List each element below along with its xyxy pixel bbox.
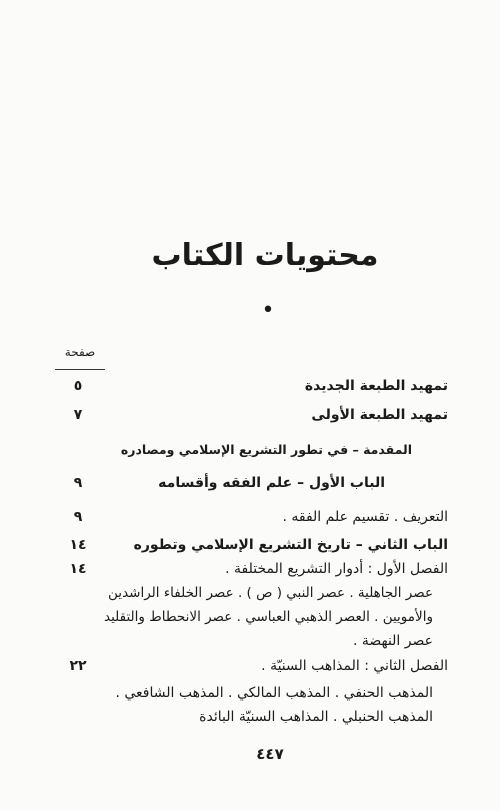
toc-subentry-text: المذهب الحنفي . المذهب المالكي . المذهب الشافعي . (115, 685, 433, 701)
page-column-header: صفحة (64, 345, 96, 359)
toc-page-number: ١٤ (69, 537, 87, 553)
page-column-rule (55, 369, 105, 370)
toc-chapter-heading: الباب الأول – علم الفقه وأقسامه (158, 475, 385, 491)
toc-page-number: ٩ (73, 509, 83, 525)
toc-entry-text: التعريف . تقسيم علم الفقه . (282, 509, 448, 525)
toc-page-number: ٩ (73, 475, 83, 491)
toc-page-number: ٥ (73, 378, 83, 394)
toc-page-number: ٧ (73, 407, 83, 423)
ornament-bullet: • (261, 298, 275, 323)
toc-subentry-text: والأمويين . العصر الذهبي العباسي . عصر الانحطاط والتقليد (104, 609, 433, 625)
toc-entry-text: الفصل الثاني : المذاهب السنيّة . (261, 658, 448, 674)
toc-subentry-text: عصر الجاهلية . عصر النبي ( ص ) . عصر الخلفاء الراشدين (108, 585, 433, 601)
page-title: محتويات الكتاب (151, 238, 379, 273)
toc-page-number: ٢٢ (69, 658, 87, 674)
toc-entry-text: الفصل الأول : أدوار التشريع المختلفة . (225, 561, 448, 577)
toc-chapter-heading: الباب الثاني – تاريخ التشريع الإسلامي وتطوره (133, 537, 448, 553)
toc-subentry-text: عصر النهضة . (352, 633, 433, 649)
footer-page-number: ٤٤٧ (256, 745, 284, 763)
toc-entry-text: تمهيد الطبعة الجديدة (304, 378, 448, 394)
toc-entry-text: تمهيد الطبعة الأولى (311, 407, 448, 423)
toc-page-number: ١٤ (69, 561, 87, 577)
toc-subentry-text: المذهب الحنبلي . المذاهب السنيّة البائدة (199, 709, 433, 725)
toc-section-heading: المقدمة – في تطور التشريع الإسلامي ومصادره (120, 442, 412, 457)
